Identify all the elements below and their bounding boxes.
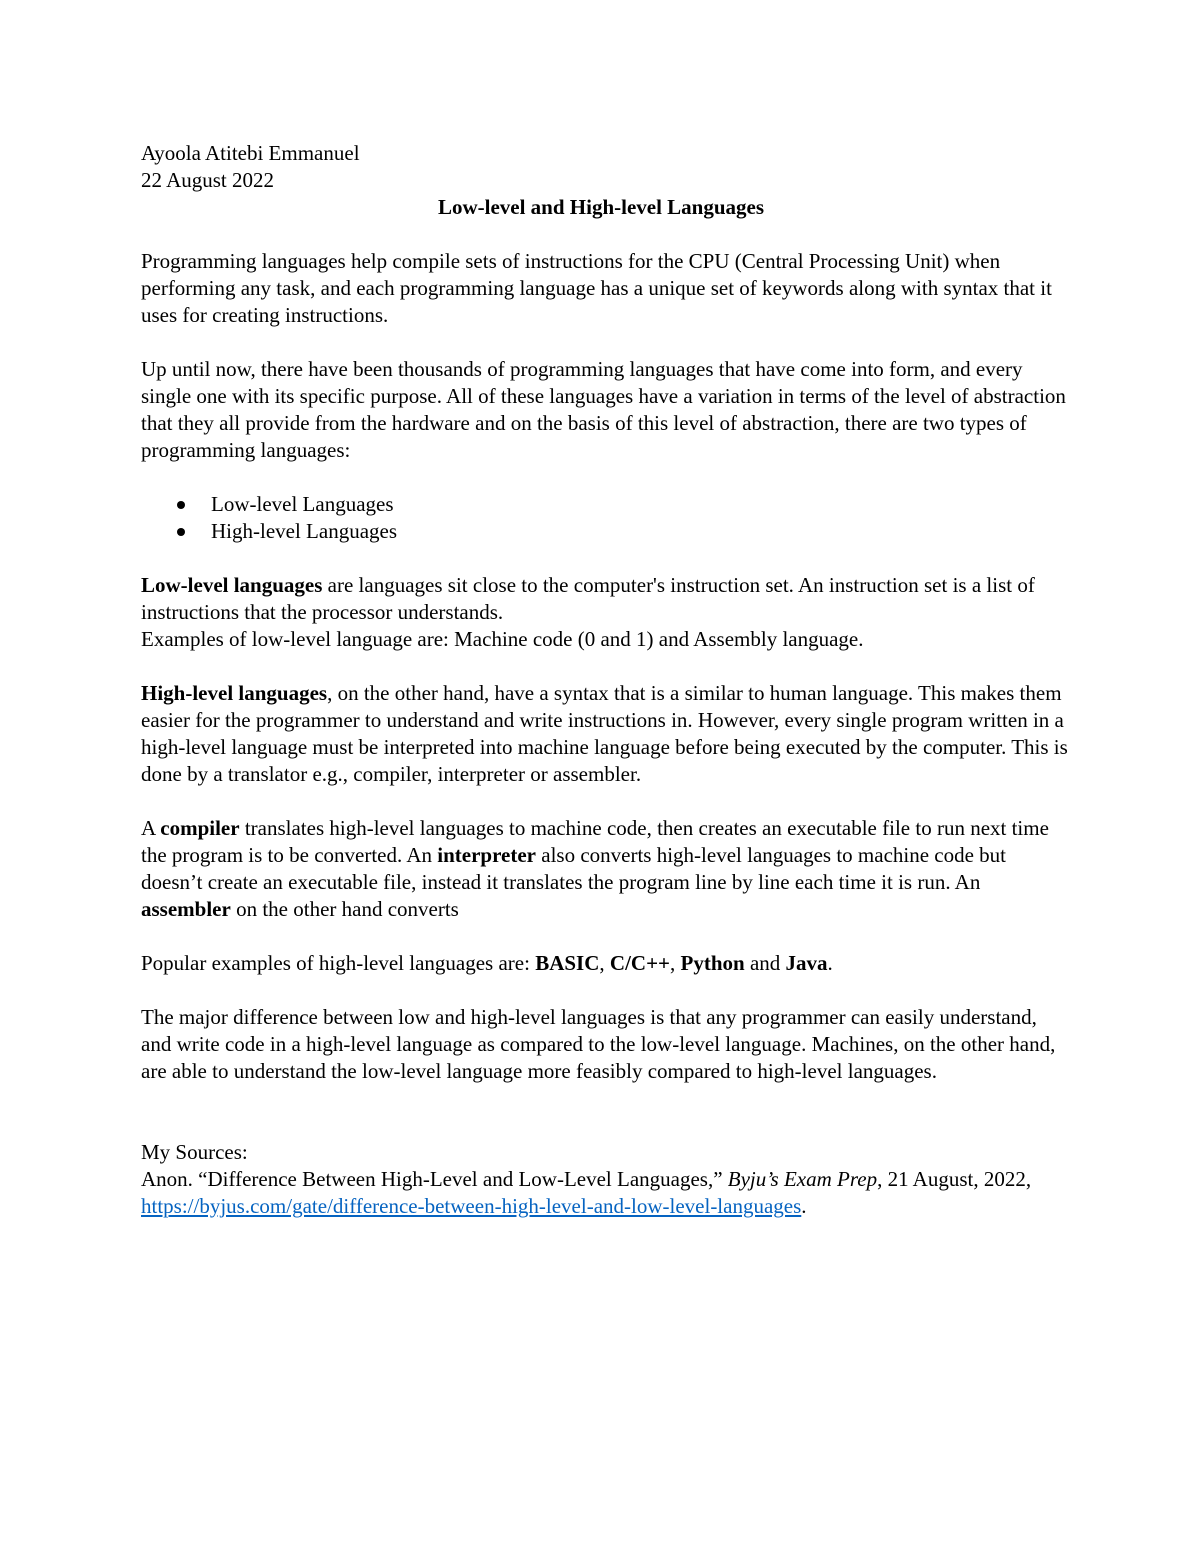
list-item (141, 518, 1071, 545)
sources-section (141, 1139, 1071, 1220)
text-fragment: also converts high-level languages to machine code but doesn’t create an executable file, instead it translates the program line by line each time it is run. An (141, 843, 1007, 894)
c-term: C/C++ (609, 951, 671, 975)
high-level-text: , on the other hand, have a syntax that is a similar to human language. This makes them easier for the programmer to understand and write instructions in. However, every single program written in a high-level language must be interpreted into machine language before being executed by the computer. This is done by a translator e.g., compiler, interpreter or assembler. (141, 681, 1068, 786)
text-fragment: translates high-level languages to machine code, then creates an executable file to run next time the program is to be converted. An (141, 816, 1049, 867)
low-level-paragraph (141, 572, 1071, 653)
low-level-text: are languages sit close to the computer's instruction set. An instruction set is a list of instructions that the processor understands. (141, 573, 1035, 624)
list-item-text: High-level Languages (211, 519, 398, 543)
assembler-term: assembler (141, 897, 231, 921)
text-fragment: . (827, 951, 833, 975)
text-fragment: , (670, 951, 681, 975)
language-types-list (141, 491, 1071, 545)
author-name: Ayoola Atitebi Emmanuel (141, 141, 360, 165)
popular-examples-paragraph (141, 950, 1071, 977)
high-level-paragraph (141, 680, 1071, 788)
document-page (141, 140, 1071, 1220)
sources-heading: My Sources: (141, 1140, 248, 1164)
list-item-text: Low-level Languages (211, 492, 394, 516)
text-fragment: A (141, 816, 161, 840)
difference-paragraph: The major difference between low and high-level languages is that any programmer can easily understand, and write code in a high-level language as compared to the low-level language. Machines, on the other hand, are able to understand the low-level language more feasibly compared to high-level languages. (141, 1005, 1056, 1083)
intro-paragraph: Programming languages help compile sets of instructions for the CPU (Central Processing Unit) when performing any task, and each programming language has a unique set of keywords along with syntax that it uses for creating instructions. (141, 249, 1052, 327)
low-level-term: Low-level languages (141, 573, 323, 597)
source-link[interactable]: https://byjus.com/gate/difference-between-high-level-and-low-level-languages (141, 1194, 802, 1218)
bullet-icon (177, 528, 185, 536)
document-date: 22 August 2022 (141, 168, 275, 192)
citation-text: , 21 August, 2022, (877, 1167, 1032, 1191)
basic-term: BASIC (535, 951, 600, 975)
text-fragment: , (599, 951, 610, 975)
citation-publication: Byju’s Exam Prep (727, 1167, 878, 1191)
text-fragment: on the other hand converts (230, 897, 459, 921)
python-term: Python (680, 951, 745, 975)
compiler-term: compiler (160, 816, 240, 840)
bullet-icon (177, 501, 185, 509)
list-item (141, 491, 1071, 518)
text-fragment: Popular examples of high-level languages are: (141, 951, 536, 975)
citation-text: . (801, 1194, 807, 1218)
translators-paragraph (141, 815, 1071, 923)
abstraction-paragraph: Up until now, there have been thousands of programming languages that have come into form, and every single one with its specific purpose. All of these languages have a variation in terms of the level of abstraction that they all provide from the hardware and on the basis of this level of abstraction, there are two types of programming languages: (141, 357, 1066, 462)
document-title: Low-level and High-level Languages (437, 195, 765, 219)
java-term: Java (785, 951, 828, 975)
citation-text: Anon. “Difference Between High-Level and Low-Level Languages,” (141, 1167, 728, 1191)
interpreter-term: interpreter (437, 843, 536, 867)
high-level-term: High-level languages (141, 681, 328, 705)
text-fragment: and (744, 951, 786, 975)
low-level-examples: Examples of low-level language are: Machine code (0 and 1) and Assembly language. (141, 627, 864, 651)
